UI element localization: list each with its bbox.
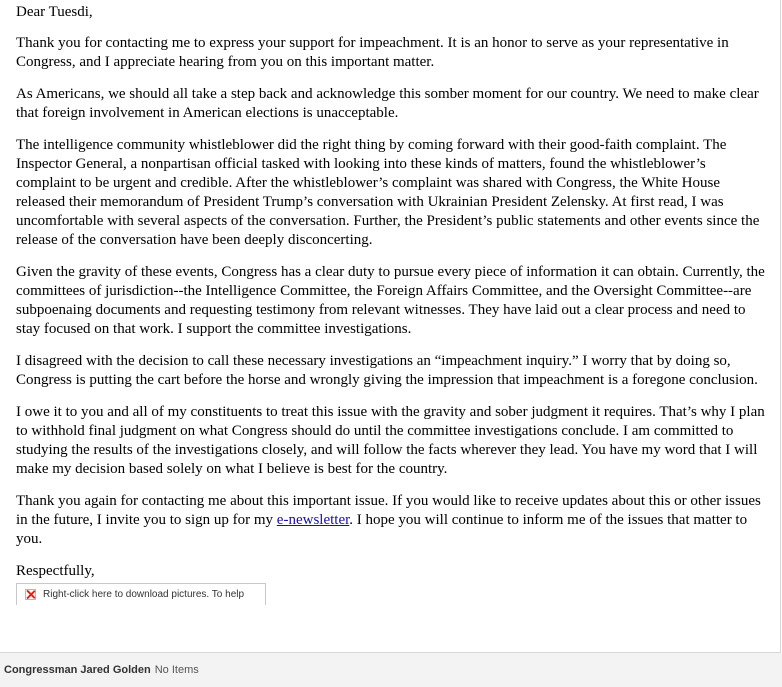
sender-name[interactable]: Congressman Jared Golden bbox=[4, 664, 151, 676]
download-pictures-text: Right-click here to download pictures. To help bbox=[43, 589, 245, 600]
e-newsletter-link[interactable]: e-newsletter bbox=[276, 512, 350, 528]
broken-image-icon bbox=[25, 589, 36, 600]
paragraph-2: As Americans, we should all take a step back and acknowledge this somber moment for our country. We need to make clear that foreign involvement in American elections is unacceptable. bbox=[16, 86, 759, 121]
closing-paragraph bbox=[16, 492, 768, 549]
status-bar bbox=[0, 653, 782, 687]
paragraph-4: Given the gravity of these events, Congress has a clear duty to pursue every piece of information it can obtain. Currently, the committees of jurisdiction--the Intelligence Committee, the Foreign Affairs Committee, and the Oversight Committee--are subpoenaing documents and requesting testimony from relevant witnesses. They have laid out a clear process and need to stay focused on that work. I support the committee investigations. bbox=[16, 264, 765, 337]
paragraph-1: Thank you for contacting me to express your support for impeachment. It is an honor to serve as your representative in Congress, and I appreciate hearing from you on this important matter. bbox=[16, 35, 729, 70]
closing-text-after-link: . I hope you will continue to inform me of the issues that matter to you. bbox=[16, 512, 748, 547]
paragraph-3: The intelligence community whistleblower did the right thing by coming forward with their good-faith complaint. The Inspector General, a nonpartisan official tasked with looking into these kinds of matters, found the whistleblower’s complaint to be urgent and credible. After the whistleblower’s complaint was shared with Congress, the White House released their memorandum of President Trump’s conversation with Ukrainian President Zelensky. At first read, I was uncomfortable with several aspects of the conversation. Further, the President’s public statements and other events since the release of the conversation have been deeply disconcerting. bbox=[16, 137, 760, 248]
items-count: No Items bbox=[154, 664, 199, 676]
paragraph-6: I owe it to you and all of my constituents to treat this issue with the gravity and sober judgment it requires. That’s why I plan to withhold final judgment on what Congress should do until the committee investigations conclude. I am committed to studying the results of the investigations closely, and will follow the facts wherever they lead. You have my word that I will make my decision based solely on what I believe is best for the country. bbox=[16, 404, 765, 477]
email-greeting: Dear Tuesdi, bbox=[16, 4, 93, 20]
closing-text-before-link: Thank you again for contacting me about this important issue. If you would like to receive updates about this or other issues in the future, I invite you to sign up for my bbox=[16, 493, 761, 528]
blocked-image-placeholder[interactable] bbox=[16, 583, 266, 605]
email-signoff: Respectfully, bbox=[16, 563, 95, 579]
paragraph-5: I disagreed with the decision to call these necessary investigations an “impeachment inquiry.” I worry that by doing so, Congress is putting the cart before the horse and wrongly giving the impression that impeachment is a foregone conclusion. bbox=[16, 353, 758, 388]
